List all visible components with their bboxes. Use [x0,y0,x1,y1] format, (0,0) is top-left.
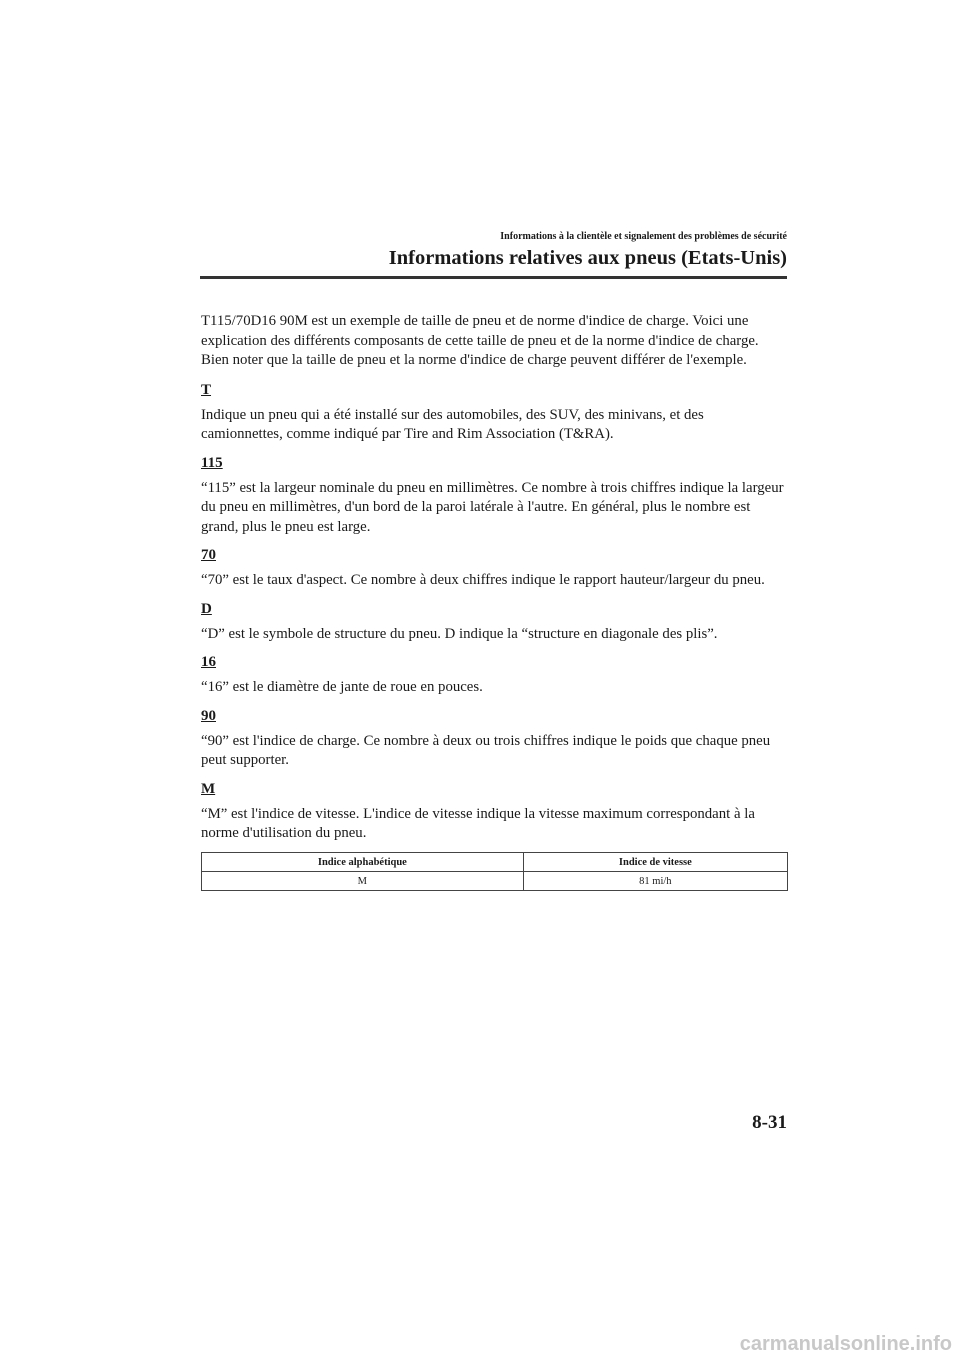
table-header-cell: Indice alphabétique [202,853,524,872]
header-subtitle: Informations à la clientèle et signalement des problèmes de sécurité [500,231,787,242]
section-t [201,381,787,445]
page-number: 8-31 [752,1112,787,1133]
section-heading: T [201,381,212,398]
table-header-cell: Indice de vitesse [523,853,787,872]
header-title: Informations relatives aux pneus (Etats-Unis) [388,247,787,269]
table-cell: M [202,872,524,891]
section-body: “D” est le symbole de structure du pneu. D indique la “structure en diagonale des plis”. [201,625,718,642]
section-heading: 90 [201,707,216,724]
section-body: “70” est le taux d'aspect. Ce nombre à deux chiffres indique le rapport hauteur/largeur du pneu. [201,572,765,588]
page-header [200,230,787,271]
section-115 [201,454,787,538]
table-cell: 81 mi/h [523,872,787,891]
section-70 [201,546,787,591]
section-90 [201,707,787,771]
section-body: “115” est la largeur nominale du pneu en millimètres. Ce nombre à trois chiffres indique la largeur du pneu en millimètres, d'un bord de la paroi latérale à l'autre. En général, plus le nombre est grand, plus le pneu est large. [201,479,784,535]
main-content [201,312,787,853]
speed-index-table [201,852,788,891]
section-body: “90” est l'indice de charge. Ce nombre à deux ou trois chiffres indique le poids que chaque pneu peut supporter. [201,732,771,768]
table-header-row [202,853,788,872]
watermark: carmanualsonline.info [739,1333,952,1355]
section-d [201,600,787,645]
header-rule [200,276,787,279]
section-body: “M” est l'indice de vitesse. L'indice de vitesse indique la vitesse maximum correspondant à la norme d'utilisation du pneu. [201,805,755,841]
intro-paragraph: T115/70D16 90M est un exemple de taille de pneu et de norme d'indice de charge. Voici une explication des différents composants de cette taille de pneu et de la norme d'indice de charge. Bien noter que la taille de pneu et la norme d'indice de charge peuvent différer de l'exemple. [201,313,759,368]
section-body: Indique un pneu qui a été installé sur des automobiles, des SUV, des minivans, et des camionnettes, comme indiqué par Tire and Rim Association (T&RA). [201,406,704,442]
section-m [201,780,787,844]
section-body: “16” est le diamètre de jante de roue en pouces. [201,679,483,695]
section-heading: 16 [201,654,216,670]
section-heading: 115 [201,454,223,471]
table-row [202,872,788,891]
section-heading: D [201,600,212,617]
section-heading: 70 [201,547,216,563]
section-16 [201,653,787,698]
section-heading: M [201,780,216,797]
